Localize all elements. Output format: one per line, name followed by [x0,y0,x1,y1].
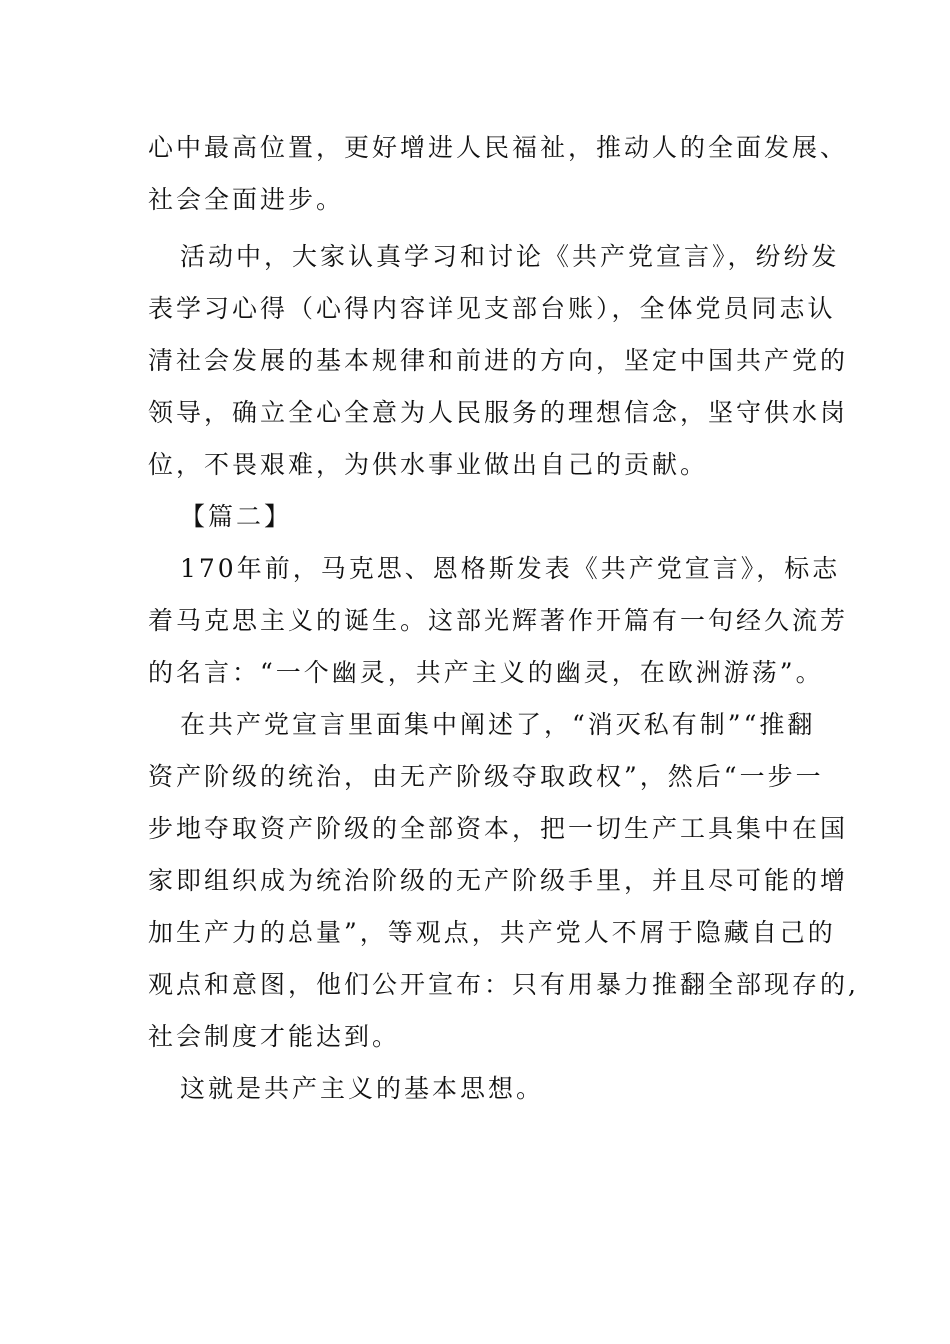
text-line: 家即组织成为统治阶级的无产阶级手里，并且尽可能的增 [148,866,849,895]
text-line: 位，不畏艰难，为供水事业做出自己的贡献。 [148,450,709,479]
text-line: 活动中，大家认真学习和讨论《共产党宣言》，纷纷发 [180,242,840,271]
text-line: 这就是共产主义的基本思想。 [180,1074,545,1103]
text-line: 在共产党宣言里面集中阐述了，“消灭私有制”“推翻 [180,710,816,739]
text-line: 领导，确立全心全意为人民服务的理想信念，坚守供水岗 [148,398,849,427]
text-line: 表学习心得（心得内容详见支部台账），全体党员同志认 [148,294,836,323]
text-line: 社会制度才能达到。 [148,1022,401,1051]
text-line: 170年前，马克思、恩格斯发表《共产党宣言》，标志 [180,554,841,583]
text-line: 心中最高位置，更好增进人民福祉，推动人的全面发展、 [148,133,849,162]
text-line: 社会全面进步。 [148,185,345,214]
text-line: 步地夺取资产阶级的全部资本，把一切生产工具集中在国 [148,814,849,843]
section-heading: 【篇二】 [180,502,293,531]
text-line: 清社会发展的基本规律和前进的方向，坚定中国共产党的 [148,346,849,375]
text-line: 加生产力的总量”，等观点，共产党人不屑于隐藏自己的 [148,918,836,947]
text-line: 着马克思主义的诞生。这部光辉著作开篇有一句经久流芳 [148,606,849,635]
text-line: 资产阶级的统治，由无产阶级夺取政权”，然后“一步一 [148,762,824,791]
text-line: 观点和意图，他们公开宣布：只有用暴力推翻全部现存的, [148,970,859,999]
text-line: 的名言：“一个幽灵，共产主义的幽灵，在欧洲游荡”。 [148,658,824,687]
